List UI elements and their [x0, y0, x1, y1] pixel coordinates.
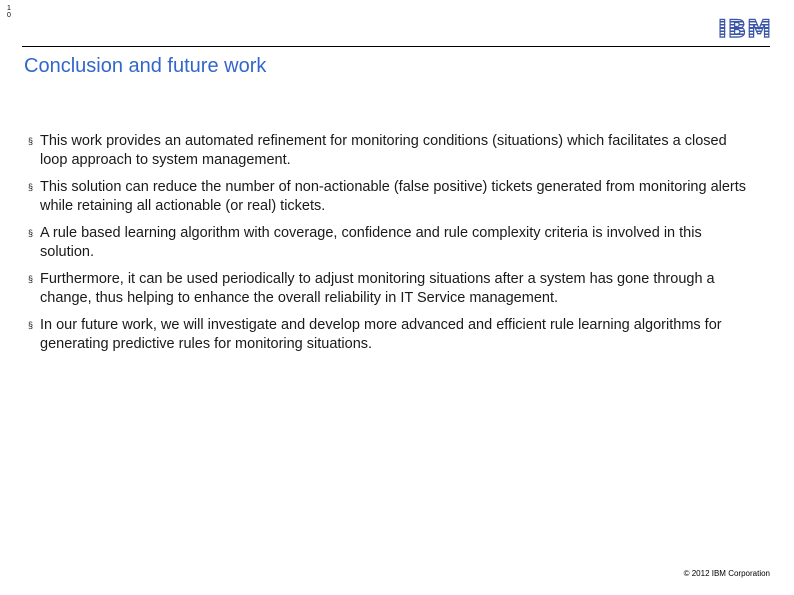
copyright-footer: © 2012 IBM Corporation — [683, 569, 770, 578]
bullet-marker-icon: § — [28, 182, 34, 192]
slide-title: Conclusion and future work — [24, 55, 267, 77]
bullet-item — [28, 178, 758, 215]
header-divider — [22, 46, 770, 47]
bullet-marker-icon: § — [28, 136, 34, 146]
bullet-text: Furthermore, it can be used periodically to adjust monitoring situations after a system has gone through a change, thus helping to enhance the overall reliability in IT Service management. — [40, 271, 715, 306]
bullet-marker-icon: § — [28, 228, 34, 238]
bullet-list — [28, 132, 758, 362]
ibm-logo-text: IBM — [717, 15, 772, 43]
bullet-marker-icon: § — [28, 274, 34, 284]
bullet-item — [28, 132, 758, 169]
bullet-item — [28, 316, 758, 353]
bullet-text: A rule based learning algorithm with coverage, confidence and rule complexity criteria is involved in this solution. — [40, 225, 702, 260]
bullet-item — [28, 270, 758, 307]
bullet-marker-icon: § — [28, 320, 34, 330]
bullet-text: In our future work, we will investigate and develop more advanced and efficient rule learning algorithms for generating predictive rules for monitoring situations. — [40, 317, 722, 352]
bullet-text: This solution can reduce the number of non-actionable (false positive) tickets generated from monitoring alerts while retaining all actionable (or real) tickets. — [40, 179, 747, 214]
bullet-text: This work provides an automated refinement for monitoring conditions (situations) which facilitates a closed loop approach to system management. — [40, 133, 727, 168]
bullet-item — [28, 224, 758, 261]
slide-number: 10 — [7, 5, 11, 19]
ibm-logo — [718, 16, 772, 42]
